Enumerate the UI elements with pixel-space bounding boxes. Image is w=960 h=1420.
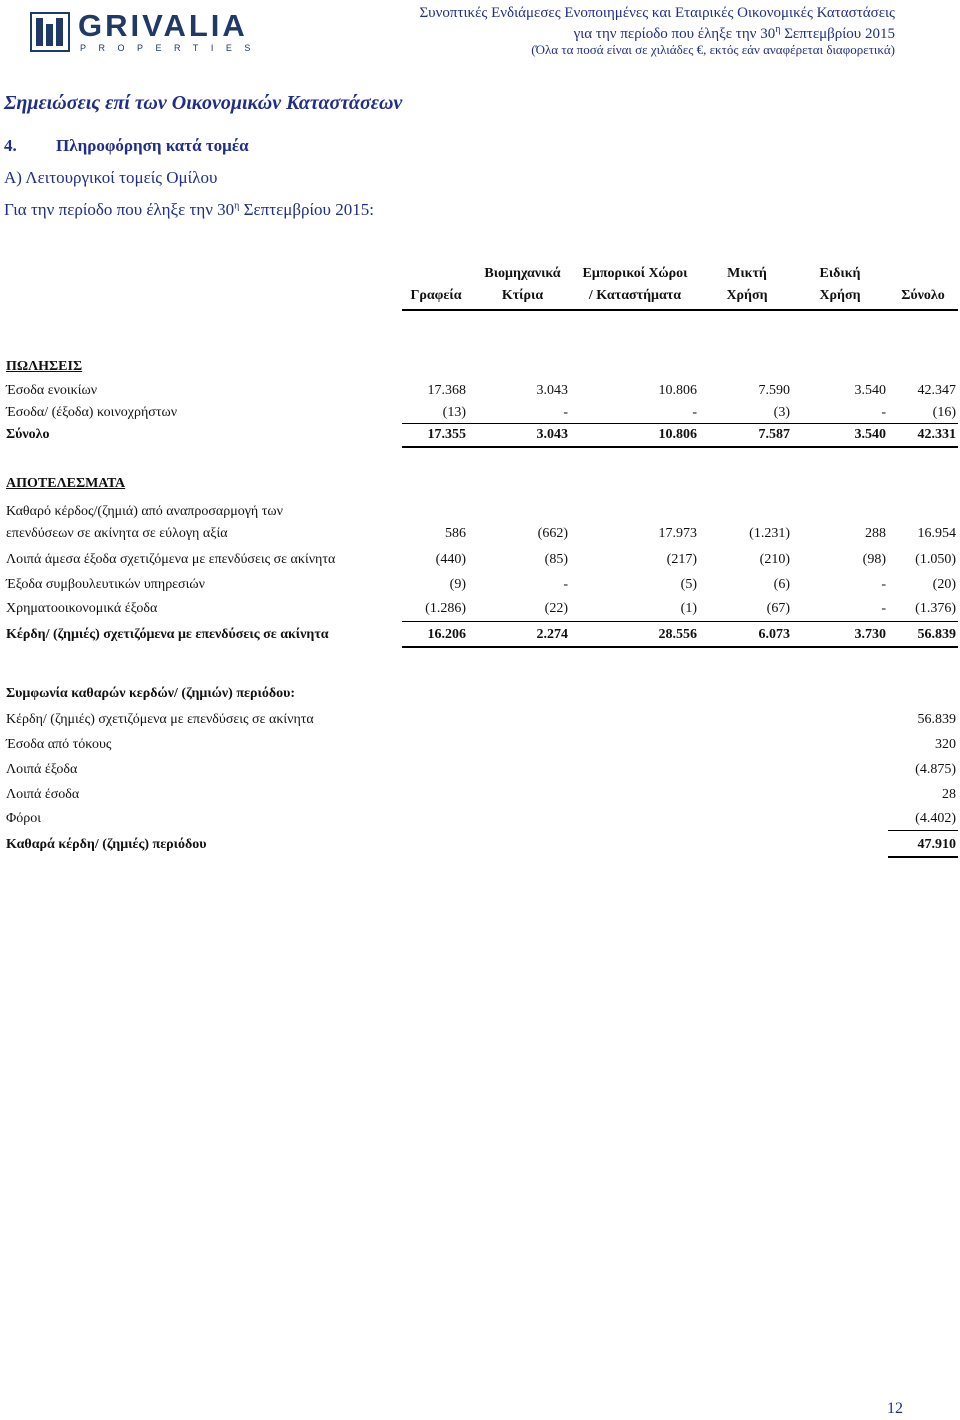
col-header-special-l1: Ειδική [819,266,861,281]
col-header-industrial-l1: Βιομηχανικά [484,266,561,281]
cell-value: 17.973 [658,526,697,541]
cell-value: (1.231) [749,526,790,541]
results-subtotal-rule [402,621,958,622]
cell-value: 3.540 [854,383,886,398]
recon-subtotal-rule [888,830,958,831]
cell-value: 586 [445,526,466,541]
col-header-mixed-l1: Μικτή [727,266,767,281]
cell-value: (98) [862,552,886,567]
cell-total: 2.274 [536,627,568,642]
row-label-rental-income: Έσοδα ενοικίων [6,383,98,398]
cell-value: - [692,405,697,420]
cell-value: - [881,601,886,616]
cell-value: (440) [435,552,466,567]
cell-total: 7.587 [758,427,790,442]
header-report-period: για την περίοδο που έληξε την $30^\eta$ Σεπτεμβρίου 2015 [573,24,895,42]
recon-value: (4.875) [915,762,956,777]
results-total-rule [402,646,958,648]
cell-total: 3.730 [854,627,886,642]
recon-value: (4.402) [915,811,956,826]
cell-total: 17.355 [427,427,466,442]
cell-value: (85) [544,552,568,567]
recon-total-value: 47.910 [917,837,956,852]
recon-value: 56.839 [917,712,956,727]
row-label-direct-expenses: Λοιπά άμεσα έξοδα σχετιζόμενα με επενδύσεις σε ακίνητα [6,552,336,567]
sales-total-rule [402,446,958,448]
cell-total: 42.331 [917,427,956,442]
section-title: Πληροφόρηση κατά τομέα [56,136,249,155]
cell-total: 16.206 [427,627,466,642]
page-number: 12 [887,1400,903,1417]
notes-title: Σημειώσεις επί των Οικονομικών Καταστάσεων [4,92,403,114]
reconciliation-title: Συμφωνία καθαρών κερδών/ (ζημιών) περιόδου: [6,686,296,701]
recon-value: 320 [935,737,956,752]
cell-value: (662) [537,526,568,541]
header-rule [402,309,958,311]
col-header-offices: Γραφεία [410,288,462,303]
recon-label-other-income: Λοιπά έσοδα [6,787,80,802]
recon-value: 28 [942,787,956,802]
period-label: Για την περίοδο που έληξε την $30^\eta$ Σεπτεμβρίου 2015: [4,200,374,219]
cell-value: (67) [766,601,790,616]
recon-label-interest-income: Έσοδα από τόκους [6,737,112,752]
cell-value: (22) [544,601,568,616]
col-header-industrial-l2: Κτίρια [501,288,544,303]
cell-value: 16.954 [917,526,956,541]
cell-value: (1.376) [915,601,956,616]
recon-total-rule [888,856,958,858]
cell-value: 3.043 [536,383,568,398]
recon-label-taxes: Φόροι [6,811,41,826]
cell-value: (13) [442,405,466,420]
cell-total: 28.556 [658,627,697,642]
section-number: 4. [4,136,17,155]
cell-total: 56.839 [917,627,956,642]
cell-total: 10.806 [658,427,697,442]
cell-total: 3.043 [536,427,568,442]
cell-value: 7.590 [758,383,790,398]
cell-value: - [563,577,568,592]
cell-total: 3.540 [854,427,886,442]
cell-value: (16) [932,405,956,420]
logo-subtitle: PROPERTIES [80,43,263,53]
cell-value: - [563,405,568,420]
sales-subtotal-rule [402,423,958,424]
recon-label-segment-profit: Κέρδη/ (ζημιές) σχετιζόμενα με επενδύσεις σε ακίνητα [6,712,314,727]
cell-value: (1) [680,601,697,616]
cell-value: 288 [865,526,886,541]
cell-value: (1.286) [425,601,466,616]
row-label-service-charges: Έσοδα/ (έξοδα) κοινοχρήστων [6,405,178,420]
col-header-special-l2: Χρήση [819,288,861,303]
cell-value: 10.806 [658,383,697,398]
row-label-results-total: Κέρδη/ (ζημιές) σχετιζόμενα με επενδύσεις σε ακίνητα [6,627,329,642]
subsection-title: Α) Λειτουργικοί τομείς Ομίλου [4,168,218,187]
cell-value: (217) [666,552,697,567]
row-label-revaluation-2: επενδύσεων σε ακίνητα σε εύλογη αξία [6,526,228,541]
row-label-advisory-fees: Έξοδα συμβουλευτικών υπηρεσιών [6,577,205,592]
cell-value: (9) [449,577,466,592]
cell-total: 6.073 [758,627,790,642]
row-label-sales-total: Σύνολο [6,427,50,442]
col-header-total: Σύνολο [901,288,945,303]
col-header-retail-l2: / Καταστήματα [588,288,682,303]
cell-value: - [881,577,886,592]
row-label-revaluation-1: Καθαρό κέρδος/(ζημιά) από αναπροσαρμογή των [6,504,283,519]
col-header-mixed-l2: Χρήση [726,288,768,303]
cell-value: 42.347 [917,383,956,398]
logo-wordmark: GRIVALIA [78,8,248,43]
cell-value: (1.050) [915,552,956,567]
recon-label-net-profit: Καθαρά κέρδη/ (ζημιές) περιόδου [6,837,207,852]
header-report-title: Συνοπτικές Ενδιάμεσες Ενοποιημένες και Εταιρικές Οικονομικές Καταστάσεις [419,5,895,21]
row-label-finance-costs: Χρηματοοικονομικά έξοδα [6,601,158,616]
cell-value: (210) [759,552,790,567]
col-header-retail-l1: Εμπορικοί Χώροι [582,266,688,281]
cell-value: 17.368 [427,383,466,398]
cell-value: (5) [680,577,697,592]
cell-value: - [881,405,886,420]
header-amounts-note: (Όλα τα ποσά είναι σε χιλιάδες €, εκτός εάν αναφέρεται διαφορετικά) [531,42,895,57]
sales-section-title: ΠΩΛΗΣΕΙΣ [6,359,83,374]
cell-value: (3) [773,405,790,420]
results-section-title: ΑΠΟΤΕΛΕΣΜΑΤΑ [6,476,126,491]
recon-label-other-expenses: Λοιπά έξοδα [6,762,78,777]
cell-value: (6) [773,577,790,592]
cell-value: (20) [932,577,956,592]
